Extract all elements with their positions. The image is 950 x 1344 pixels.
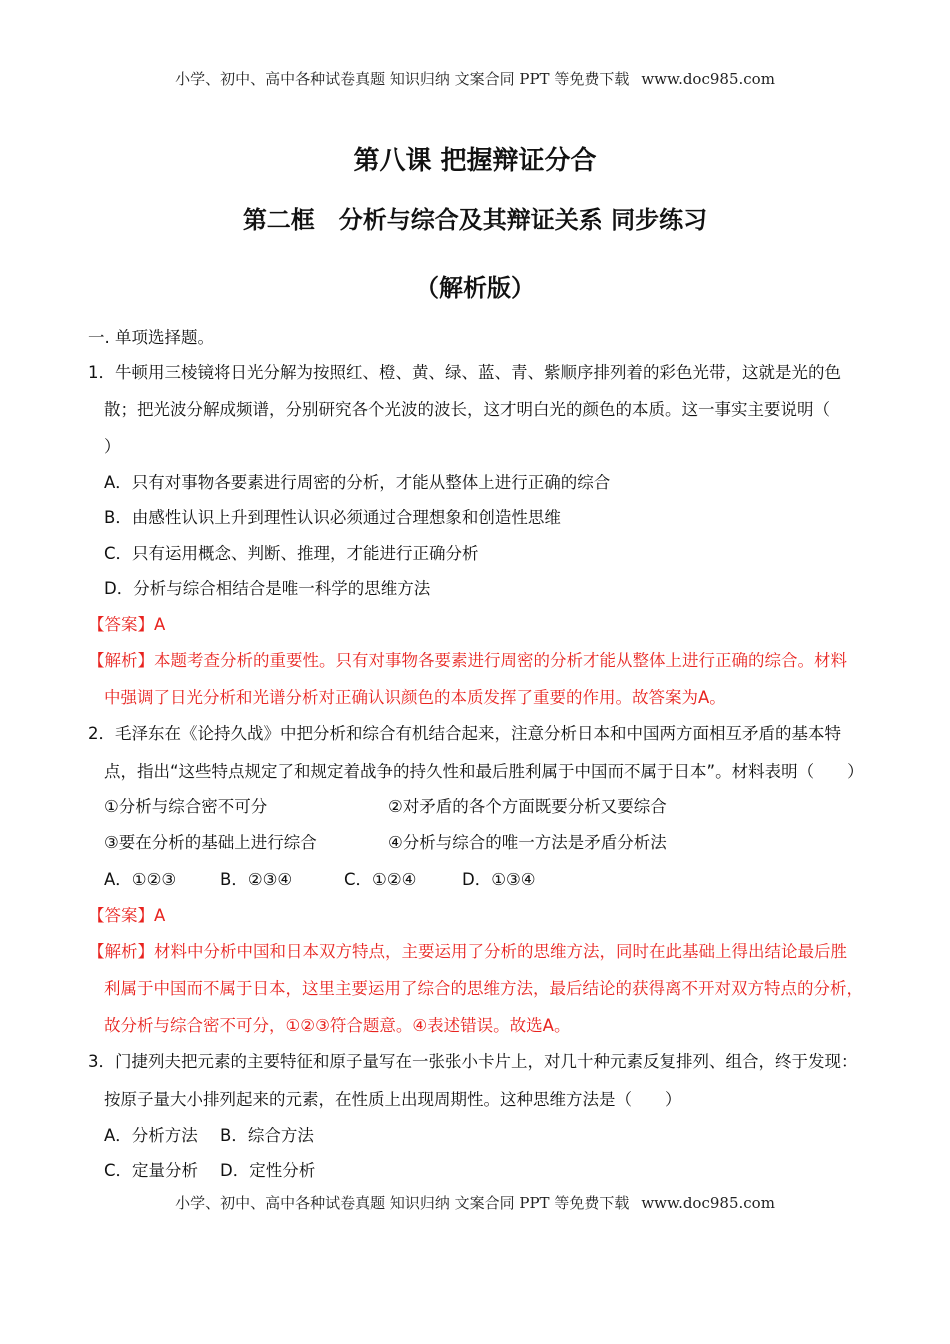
- page-header: [0, 68, 950, 89]
- q2-item-4: ④分析与综合的唯一方法是矛盾分析法: [388, 833, 667, 852]
- q2-analysis-2: 利属于中国而不属于日本，这里主要运用了综合的思维方法，最后结论的获得离不开对双方特点的分析，: [104, 979, 863, 998]
- q2-line-1: 2．毛泽东在《论持久战》中把分析和综合有机结合起来，注意分析日本和中国两方面相互矛盾的基本特: [88, 724, 841, 743]
- q1-line-1: 1．牛顿用三棱镜将日光分解为按照红、橙、黄、绿、蓝、青、紫顺序排列着的彩色光带，这就是光的色: [88, 363, 841, 382]
- q1-option-a: A．只有对事物各要素进行周密的分析，才能从整体上进行正确的综合: [104, 473, 611, 492]
- header-url[interactable]: www.doc985.com: [641, 70, 775, 88]
- q2-answer: 【答案】A: [88, 906, 166, 925]
- q2-option-b: B．②③④: [220, 870, 293, 889]
- q3-option-d: D．定性分析: [220, 1161, 316, 1180]
- q3-option-c: C．定量分析: [104, 1161, 199, 1180]
- page-footer: [0, 1192, 950, 1213]
- q2-option-a: A．①②③: [104, 870, 177, 889]
- q2-option-d: D．①③④: [462, 870, 536, 889]
- q1-line-3: ）: [104, 437, 121, 456]
- q1-option-b: B．由感性认识上升到理性认识必须通过合理想象和创造性思维: [104, 508, 561, 527]
- q3-line-2: 按原子量大小排列起来的元素，在性质上出现周期性。这种思维方法是（ ）: [104, 1090, 682, 1109]
- q2-line-2: 点，指出“这些特点规定了和规定着战争的持久性和最后胜利属于中国而不属于日本”。材料表明（ ）: [104, 762, 864, 781]
- q1-line-2: 散；把光波分解成频谱，分别研究各个光波的波长，这才明白光的颜色的本质。这一事实主要说明（: [104, 400, 830, 419]
- section-heading: 一. 单项选择题。: [88, 328, 214, 347]
- q2-analysis-1: 【解析】材料中分析中国和日本双方特点，主要运用了分析的思维方法，同时在此基础上得出结论最后胜: [88, 942, 847, 961]
- q2-item-1: ①分析与综合密不可分: [104, 797, 268, 816]
- q2-option-c: C．①②④: [344, 870, 417, 889]
- footer-text: 小学、初中、高中各种试卷真题 知识归纳 文案合同 PPT 等免费下载: [175, 1194, 630, 1212]
- q1-analysis-2: 中强调了日光分析和光谱分析对正确认识颜色的本质发挥了重要的作用。故答案为A。: [104, 688, 726, 707]
- q3-line-1: 3．门捷列夫把元素的主要特征和原子量写在一张张小卡片上，对几十种元素反复排列、组合，终于发现：: [88, 1052, 858, 1071]
- page-subtitle: 第二框 分析与综合及其辩证关系 同步练习: [242, 206, 708, 234]
- q3-option-a: A．分析方法: [104, 1126, 198, 1145]
- q1-option-c: C．只有运用概念、判断、推理，才能进行正确分析: [104, 544, 479, 563]
- page-edition: （解析版）: [415, 274, 535, 302]
- q1-answer: 【答案】A: [88, 615, 166, 634]
- header-text: 小学、初中、高中各种试卷真题 知识归纳 文案合同 PPT 等免费下载: [175, 70, 630, 88]
- page-title: 第八课 把握辩证分合: [353, 146, 597, 176]
- q2-item-3: ③要在分析的基础上进行综合: [104, 833, 317, 852]
- q2-analysis-3: 故分析与综合密不可分，①②③符合题意。④表述错误。故选A。: [104, 1016, 571, 1035]
- q2-item-2: ②对矛盾的各个方面既要分析又要综合: [388, 797, 667, 816]
- footer-url[interactable]: www.doc985.com: [641, 1194, 775, 1212]
- q3-option-b: B．综合方法: [220, 1126, 314, 1145]
- q1-analysis-1: 【解析】本题考查分析的重要性。只有对事物各要素进行周密的分析才能从整体上进行正确的综合。材料: [88, 651, 847, 670]
- q1-option-d: D．分析与综合相结合是唯一科学的思维方法: [104, 579, 431, 598]
